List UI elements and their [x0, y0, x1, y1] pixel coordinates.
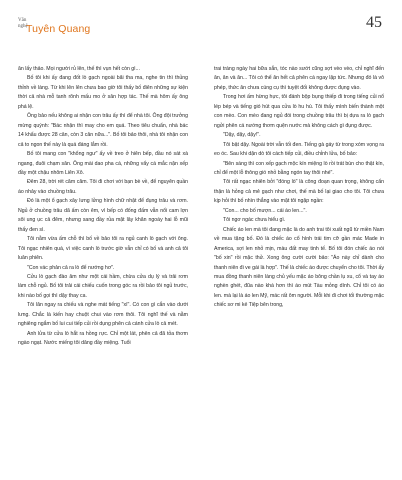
paragraph: Đó là một ổ gạch xây lưng lửng hình chữ nhật để đụng trâu và rơm. Ngủ ở chuồng trâu dã ấm còn êm, vì bếp có đống đấm vẫn nổi cam lợn sôi ung ục cả đêm, nhưng sang đầy rủa mặt lây khăn ngoáy hai lỗ mũi thấy đen sì. [18, 198, 188, 233]
paragraph: Cửu lò gạch đào âm như một cái hầm, chừa cửa dụ lý và trải rơm làm chỗ ngủ. Bố tôi trải cái chiếu cuốn trong góc ra rồi bảo tôi ngủ trước, khi nào bố gọi thì dậy thay ca. [18, 273, 188, 299]
paragraph: Đêm 28, trời rét căm căm. Tôi đi chơi với bạn bè về, để nguyên quần áo nhảy vào chuồng trâu. [18, 179, 188, 195]
paragraph: "Bên sáng thì con xếp gạch mộc kín miệng lò rồi trát bùn cho thật kín, chỉ để một lỗ thông gió nhỏ bằng ngón tay thôi nhé". [214, 160, 384, 176]
paragraph: Anh lửa từ cửa lò hắt ra hồng rực. Chỉ một lát, phên cả đã tỏa thơm ngào ngạt. Nước miếng tôi dâng đầy miệng. Tuổi [18, 330, 188, 347]
paragraph: Tôi nằm vừa ấm chỗ thì bố về bảo tôi ra ngủ canh lò gạch với ông. Tôi ngạc nhiên quá, vì việc canh lò trước giờ vẫn chỉ có bố và anh cả tôi luân phiên. [18, 236, 188, 262]
paragraph: trai tráng ngày hai bữa sắn, tóc nào sướt cũng sợt vèo vèo, chỉ nghĩ đến ăn, ăn và ăn... Tôi có thể ăn hết cả phên cá ngay lập tức. Nhưng đó là vô phép, thức ăn chưa cúng cụ thì tuyệt đối không được đụng vào. [214, 66, 384, 91]
logo-title: Tuyên Quang [26, 23, 91, 35]
logo-subtitle: Văn nghệ [18, 18, 28, 29]
paragraph: Tôi bật dậy. Ngoài trời vẫn tối đen. Tiếng gà gáy từ trong xóm vọng ra eo óc. Sau khi dặn dò tôi cách tiếp củi, điều chỉnh lửa, bố bảo: [214, 141, 384, 158]
paragraph: "Con... cho bố mượn... cái áo len...". [223, 207, 307, 214]
page-header [0, 0, 402, 54]
paragraph: ăn lấy thảo. Mọi người rủ lên, thế thì vụn hết còn gì... [18, 66, 140, 72]
paragraph: "Con vác phản cả ra lò để nướng hơ". [27, 264, 115, 271]
paragraph: Bố tôi khi ấy đang đốt lò gạch ngoài bãi tha ma, nghe tin thì thủng thỉnh về làng. Từ khi lên lên chưa bao giờ tôi thấy bố điên những sự kiện thời cả nhà mỗ tanh rõnh mấu mo ở sân hợp tác. Thế mà hôm ấy ông phá lệ. [18, 75, 188, 110]
paragraph: "Dậy, dậy, dậy!". [223, 132, 261, 139]
paragraph: Tôi rất ngạc nhiên bởi "đóng lò" là công đoạn quan trọng, không cẩn thận là hỏng cả mẻ gạch như chơi, thế mà bố lại giao cho tôi. Tôi chưa kịp hỏi thì bố nhìn thẳng vào mặt tôi ngập ngần: [214, 179, 384, 205]
paragraph: Ông bảo nếu không ai nhận con trâu ấy thì để nhà tôi. Ông đội trưởng mừng quýnh: "Bác nhận thì may cho em quá. Theo tiêu chuẩn, nhà bác 14 khẩu được 28 cân, còn 3 cân nữa...". Bố tôi bảo thôi, nhà tôi nhận con cả to ngon thế này là quá đáng lắm rồi. [18, 113, 188, 148]
paragraph: Chiếc áo len mà tôi đang mặc là do anh trai tôi xuất ngũ từ miền Nam về mua tặng bố. Đó là chiếc áo cổ hình trái tim cỡ gần mác Made in America, sợi len nhỏ mịn, màu đất may tinh tế. Bố tôi đón chiếc áo nói "bố xin" rồi mặc thử. Xong ông cười cười bảo: "Áo này chỉ dành cho thanh niên đi ve gái là hợp". Thế là chiếc áo được chuyển cho tôi. Thời ấy mua đồng thanh niên làng chủ yếu mặc áo bông chần lụ xu, cổ và tay áo nghèn ghét, đũa nào khá hơn thì áo mút Tàu mỏng dính. Chỉ tôi có áo len. mà lại là áo len Mỹ, mác rất ôm người. Mỗi khi đi chơi tối thường mặc chiếc sơ mi kẻ Tiệp bên trong, [214, 226, 384, 309]
page-number: 45 [366, 14, 382, 31]
right-column [214, 65, 384, 311]
paragraph: Bố tôi mang con "khổng ngư" ấy về treo ở hiên bếp, đầu nó sát xà ngang, đuôi chạm sân. Ông mài dao pha cá, những vẩy cá mắc nặn xếp đầy một chậu nhôm Liên Xô. [18, 151, 188, 176]
paragraph: Trong hơi ấm hừng hực, tôi đánh bộp bụng thiếp đi trong tiếng củi nổ lép bép và tiếng gió hút qua cửa lò hu hú. Tôi thấy mình biến thành một con mèo. Con mèo đang ngủ đói trong chuồng trâu thì bị dựa ra lò gạch ngửi phên cá nướng thơm quện nước mà không cách gì đụng được. [214, 94, 384, 129]
paragraph: Tôi lăn ngay ra chiếu và nghe mát tiếng "xì". Có con gì cắn vào dưới lưng. Chắc là kiến hay chuột chui vào rơm thôi. Tôi nghĩ thế và nằm nghiêng ngắm bố lui cui tiếp củi rồi dụng phên cả cánh cửa lò cả mét. [18, 302, 188, 328]
left-column [18, 65, 188, 349]
paragraph: Tôi ngơ ngác chưa hiểu gì. [223, 217, 286, 224]
